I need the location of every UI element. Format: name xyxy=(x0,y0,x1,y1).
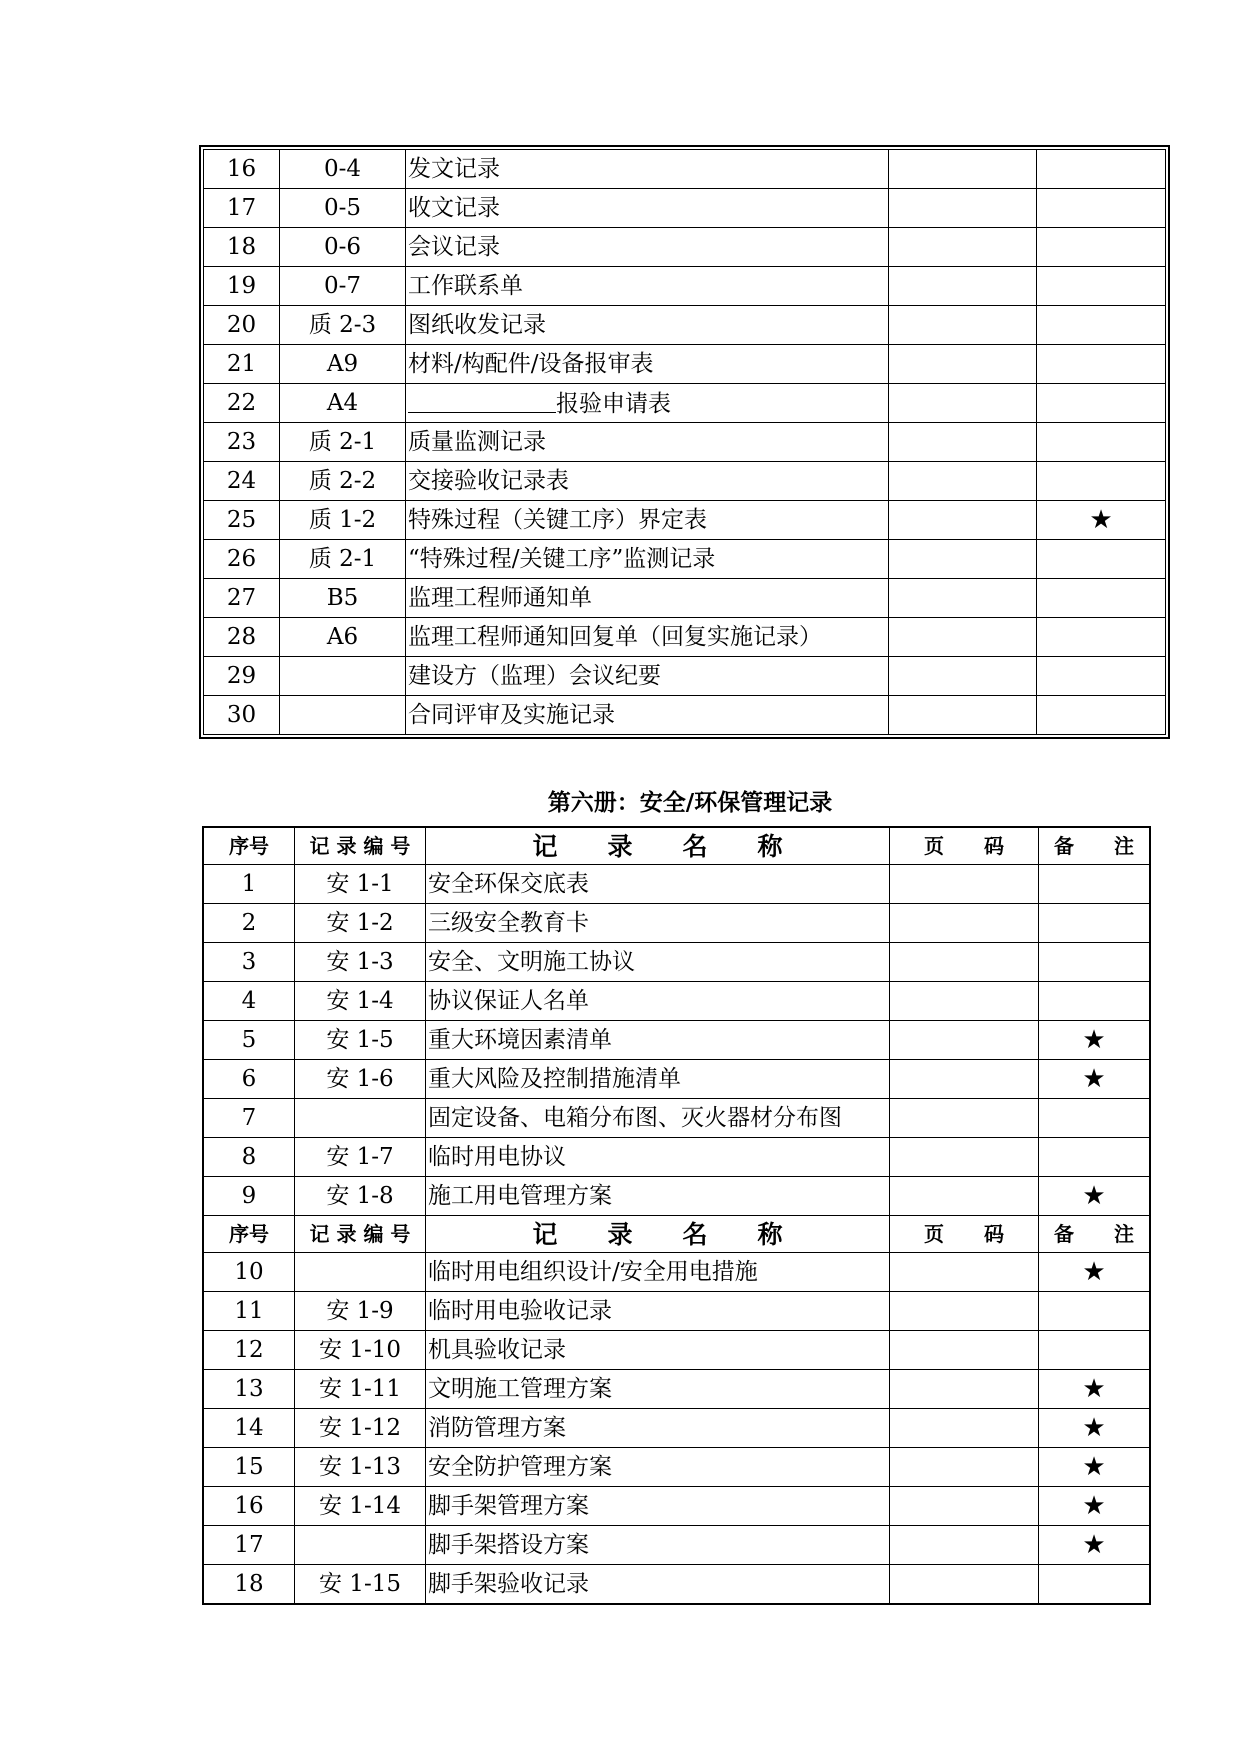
table-row xyxy=(204,189,1166,228)
key-record-star xyxy=(1037,462,1166,501)
key-record-star xyxy=(1039,865,1150,904)
record-code: 安 1-7 xyxy=(295,1138,426,1177)
section-title: 第六册：安全/环保管理记录 xyxy=(547,790,833,816)
record-name: 脚手架搭设方案 xyxy=(426,1526,890,1565)
table-row xyxy=(204,618,1166,657)
page-number xyxy=(889,345,1037,384)
record-code: 安 1-9 xyxy=(295,1292,426,1331)
page-number xyxy=(890,1099,1039,1138)
key-record-star xyxy=(1037,696,1166,735)
table-header-row xyxy=(204,828,1150,865)
header-serial: 序号 xyxy=(204,828,295,865)
header-code: 记 录 编 号 xyxy=(295,828,426,865)
table-row xyxy=(204,1060,1150,1099)
key-record-star: ★ xyxy=(1039,1409,1150,1448)
table-row xyxy=(204,462,1166,501)
page-number xyxy=(890,1060,1039,1099)
record-name: 机具验收记录 xyxy=(426,1331,890,1370)
page-number xyxy=(890,1138,1039,1177)
record-code xyxy=(295,1099,426,1138)
record-name: 特殊过程（关键工序）界定表 xyxy=(406,501,889,540)
row-number: 19 xyxy=(204,267,280,306)
record-name: 消防管理方案 xyxy=(426,1409,890,1448)
page-number xyxy=(890,1448,1039,1487)
record-code: 安 1-12 xyxy=(295,1409,426,1448)
record-code xyxy=(295,1253,426,1292)
row-number: 29 xyxy=(204,657,280,696)
page-number xyxy=(890,1021,1039,1060)
record-name: 安全防护管理方案 xyxy=(426,1448,890,1487)
key-record-star xyxy=(1037,189,1166,228)
row-number: 22 xyxy=(204,384,280,423)
row-number: 26 xyxy=(204,540,280,579)
header-page: 页 码 xyxy=(890,1216,1039,1253)
record-name: 临时用电协议 xyxy=(426,1138,890,1177)
table-row xyxy=(204,865,1150,904)
safety-records-table xyxy=(203,827,1150,1604)
record-code: 安 1-1 xyxy=(295,865,426,904)
record-code: 质 2-3 xyxy=(280,306,406,345)
page-number xyxy=(890,1565,1039,1604)
key-record-star xyxy=(1039,1331,1150,1370)
record-code: 0-7 xyxy=(280,267,406,306)
record-name: 文明施工管理方案 xyxy=(426,1370,890,1409)
record-code: 安 1-10 xyxy=(295,1331,426,1370)
table-row xyxy=(204,696,1166,735)
table-row xyxy=(204,501,1166,540)
table-row xyxy=(204,1177,1150,1216)
record-name: 会议记录 xyxy=(406,228,889,267)
page-number xyxy=(889,189,1037,228)
row-number: 14 xyxy=(204,1409,295,1448)
record-name: 材料/构配件/设备报审表 xyxy=(406,345,889,384)
record-name: 临时用电验收记录 xyxy=(426,1292,890,1331)
table-row xyxy=(204,423,1166,462)
page-number xyxy=(890,1292,1039,1331)
key-record-star xyxy=(1037,150,1166,189)
row-number: 20 xyxy=(204,306,280,345)
record-code: 0-4 xyxy=(280,150,406,189)
record-code: 质 1-2 xyxy=(280,501,406,540)
key-record-star xyxy=(1037,228,1166,267)
header-name: 记 录 名 称 xyxy=(426,1216,890,1253)
key-record-star xyxy=(1039,1292,1150,1331)
key-record-star: ★ xyxy=(1039,1060,1150,1099)
key-record-star: ★ xyxy=(1039,1370,1150,1409)
record-code: 质 2-2 xyxy=(280,462,406,501)
record-code: 安 1-11 xyxy=(295,1370,426,1409)
row-number: 18 xyxy=(204,228,280,267)
page-number xyxy=(889,540,1037,579)
page-number xyxy=(889,423,1037,462)
record-name: 报验申请表 xyxy=(556,391,671,417)
record-name: 合同评审及实施记录 xyxy=(406,696,889,735)
row-number: 18 xyxy=(204,1565,295,1604)
page-number xyxy=(890,865,1039,904)
record-name: 工作联系单 xyxy=(406,267,889,306)
record-name: 安全环保交底表 xyxy=(426,865,890,904)
key-record-star xyxy=(1037,618,1166,657)
record-code: 安 1-2 xyxy=(295,904,426,943)
table-row xyxy=(204,1292,1150,1331)
table-row xyxy=(204,345,1166,384)
key-record-star xyxy=(1037,423,1166,462)
table-row xyxy=(204,306,1166,345)
page-number xyxy=(889,384,1037,423)
row-number: 23 xyxy=(204,423,280,462)
row-number: 30 xyxy=(204,696,280,735)
row-number: 10 xyxy=(204,1253,295,1292)
page-number xyxy=(890,1253,1039,1292)
record-name: 监理工程师通知回复单（回复实施记录） xyxy=(406,618,889,657)
page-number xyxy=(889,579,1037,618)
row-number: 17 xyxy=(204,189,280,228)
records-table-body xyxy=(204,150,1166,735)
row-number: 8 xyxy=(204,1138,295,1177)
record-code: B5 xyxy=(280,579,406,618)
key-record-star xyxy=(1037,579,1166,618)
page-number xyxy=(890,982,1039,1021)
record-name: 监理工程师通知单 xyxy=(406,579,889,618)
key-record-star: ★ xyxy=(1039,1526,1150,1565)
record-name: 建设方（监理）会议纪要 xyxy=(406,657,889,696)
row-number: 24 xyxy=(204,462,280,501)
table-row xyxy=(204,657,1166,696)
table-row xyxy=(204,943,1150,982)
safety-records-table-body xyxy=(204,828,1150,1604)
key-record-star xyxy=(1037,384,1166,423)
page-number xyxy=(890,1487,1039,1526)
header-serial: 序号 xyxy=(204,1216,295,1253)
row-number: 16 xyxy=(204,150,280,189)
page-number xyxy=(889,462,1037,501)
table-row xyxy=(204,904,1150,943)
row-number: 4 xyxy=(204,982,295,1021)
table-row xyxy=(204,1565,1150,1604)
record-name: 重大风险及控制措施清单 xyxy=(426,1060,890,1099)
record-code: 安 1-15 xyxy=(295,1565,426,1604)
row-number: 12 xyxy=(204,1331,295,1370)
record-name: 安全、文明施工协议 xyxy=(426,943,890,982)
record-code: 安 1-5 xyxy=(295,1021,426,1060)
records-table-continued xyxy=(203,149,1166,735)
key-record-star xyxy=(1037,657,1166,696)
table-row xyxy=(204,1099,1150,1138)
page-number xyxy=(890,1370,1039,1409)
page-number xyxy=(889,501,1037,540)
record-code: A9 xyxy=(280,345,406,384)
page-number xyxy=(889,618,1037,657)
row-number: 7 xyxy=(204,1099,295,1138)
table-row xyxy=(204,1448,1150,1487)
record-code: A4 xyxy=(280,384,406,423)
row-number: 2 xyxy=(204,904,295,943)
table-row xyxy=(204,1253,1150,1292)
table-row xyxy=(204,1138,1150,1177)
key-record-star: ★ xyxy=(1039,1487,1150,1526)
record-name: 施工用电管理方案 xyxy=(426,1177,890,1216)
record-name: 三级安全教育卡 xyxy=(426,904,890,943)
record-code: 质 2-1 xyxy=(280,423,406,462)
key-record-star: ★ xyxy=(1039,1448,1150,1487)
key-record-star xyxy=(1039,982,1150,1021)
row-number: 5 xyxy=(204,1021,295,1060)
row-number: 13 xyxy=(204,1370,295,1409)
table-row xyxy=(204,540,1166,579)
key-record-star xyxy=(1037,306,1166,345)
row-number: 17 xyxy=(204,1526,295,1565)
record-code: 安 1-13 xyxy=(295,1448,426,1487)
row-number: 21 xyxy=(204,345,280,384)
key-record-star: ★ xyxy=(1039,1177,1150,1216)
row-number: 25 xyxy=(204,501,280,540)
record-name: 脚手架验收记录 xyxy=(426,1565,890,1604)
key-record-star xyxy=(1037,267,1166,306)
row-number: 16 xyxy=(204,1487,295,1526)
key-record-star xyxy=(1037,345,1166,384)
record-code: 0-5 xyxy=(280,189,406,228)
page-number xyxy=(890,904,1039,943)
record-name: 发文记录 xyxy=(406,150,889,189)
table-row xyxy=(204,1526,1150,1565)
record-name: 质量监测记录 xyxy=(406,423,889,462)
key-record-star xyxy=(1039,904,1150,943)
page-number xyxy=(889,228,1037,267)
page-number xyxy=(889,306,1037,345)
row-number: 3 xyxy=(204,943,295,982)
record-name: 脚手架管理方案 xyxy=(426,1487,890,1526)
record-name: 临时用电组织设计/安全用电措施 xyxy=(426,1253,890,1292)
record-code: 安 1-4 xyxy=(295,982,426,1021)
record-name: 协议保证人名单 xyxy=(426,982,890,1021)
table-row xyxy=(204,579,1166,618)
row-number: 6 xyxy=(204,1060,295,1099)
table-header-row xyxy=(204,1216,1150,1253)
row-number: 15 xyxy=(204,1448,295,1487)
record-name: “特殊过程/关键工序”监测记录 xyxy=(406,540,889,579)
record-code: 安 1-8 xyxy=(295,1177,426,1216)
page-number xyxy=(890,943,1039,982)
row-number: 27 xyxy=(204,579,280,618)
page-number xyxy=(890,1526,1039,1565)
fill-in-blank xyxy=(408,390,556,413)
table-row xyxy=(204,384,1166,423)
table-row xyxy=(204,1331,1150,1370)
table-row xyxy=(204,1021,1150,1060)
header-note: 备 注 xyxy=(1039,1216,1150,1253)
record-name-cell xyxy=(406,384,889,423)
record-code: 安 1-3 xyxy=(295,943,426,982)
header-name: 记 录 名 称 xyxy=(426,828,890,865)
record-code: 0-6 xyxy=(280,228,406,267)
row-number: 28 xyxy=(204,618,280,657)
record-code xyxy=(295,1526,426,1565)
row-number: 11 xyxy=(204,1292,295,1331)
record-name: 固定设备、电箱分布图、灭火器材分布图 xyxy=(426,1099,890,1138)
key-record-star: ★ xyxy=(1039,1253,1150,1292)
row-number: 9 xyxy=(204,1177,295,1216)
record-name: 重大环境因素清单 xyxy=(426,1021,890,1060)
row-number: 1 xyxy=(204,865,295,904)
record-code: 安 1-6 xyxy=(295,1060,426,1099)
record-code: 质 2-1 xyxy=(280,540,406,579)
record-code: A6 xyxy=(280,618,406,657)
page-number xyxy=(889,150,1037,189)
table-row xyxy=(204,1370,1150,1409)
record-code: 安 1-14 xyxy=(295,1487,426,1526)
page-number xyxy=(890,1177,1039,1216)
table-row xyxy=(204,267,1166,306)
record-code xyxy=(280,657,406,696)
page-number xyxy=(889,696,1037,735)
table-row xyxy=(204,150,1166,189)
table-row xyxy=(204,982,1150,1021)
key-record-star: ★ xyxy=(1039,1021,1150,1060)
page-number xyxy=(890,1331,1039,1370)
header-note: 备 注 xyxy=(1039,828,1150,865)
key-record-star xyxy=(1039,1099,1150,1138)
record-name: 收文记录 xyxy=(406,189,889,228)
header-page: 页 码 xyxy=(890,828,1039,865)
key-record-star xyxy=(1037,540,1166,579)
table-row xyxy=(204,1487,1150,1526)
table-row xyxy=(204,228,1166,267)
table-row xyxy=(204,1409,1150,1448)
record-name: 图纸收发记录 xyxy=(406,306,889,345)
key-record-star xyxy=(1039,1138,1150,1177)
record-code xyxy=(280,696,406,735)
record-name: 交接验收记录表 xyxy=(406,462,889,501)
page-number xyxy=(889,267,1037,306)
page-number xyxy=(889,657,1037,696)
key-record-star: ★ xyxy=(1037,501,1166,540)
page-number xyxy=(890,1409,1039,1448)
header-code: 记 录 编 号 xyxy=(295,1216,426,1253)
key-record-star xyxy=(1039,1565,1150,1604)
key-record-star xyxy=(1039,943,1150,982)
